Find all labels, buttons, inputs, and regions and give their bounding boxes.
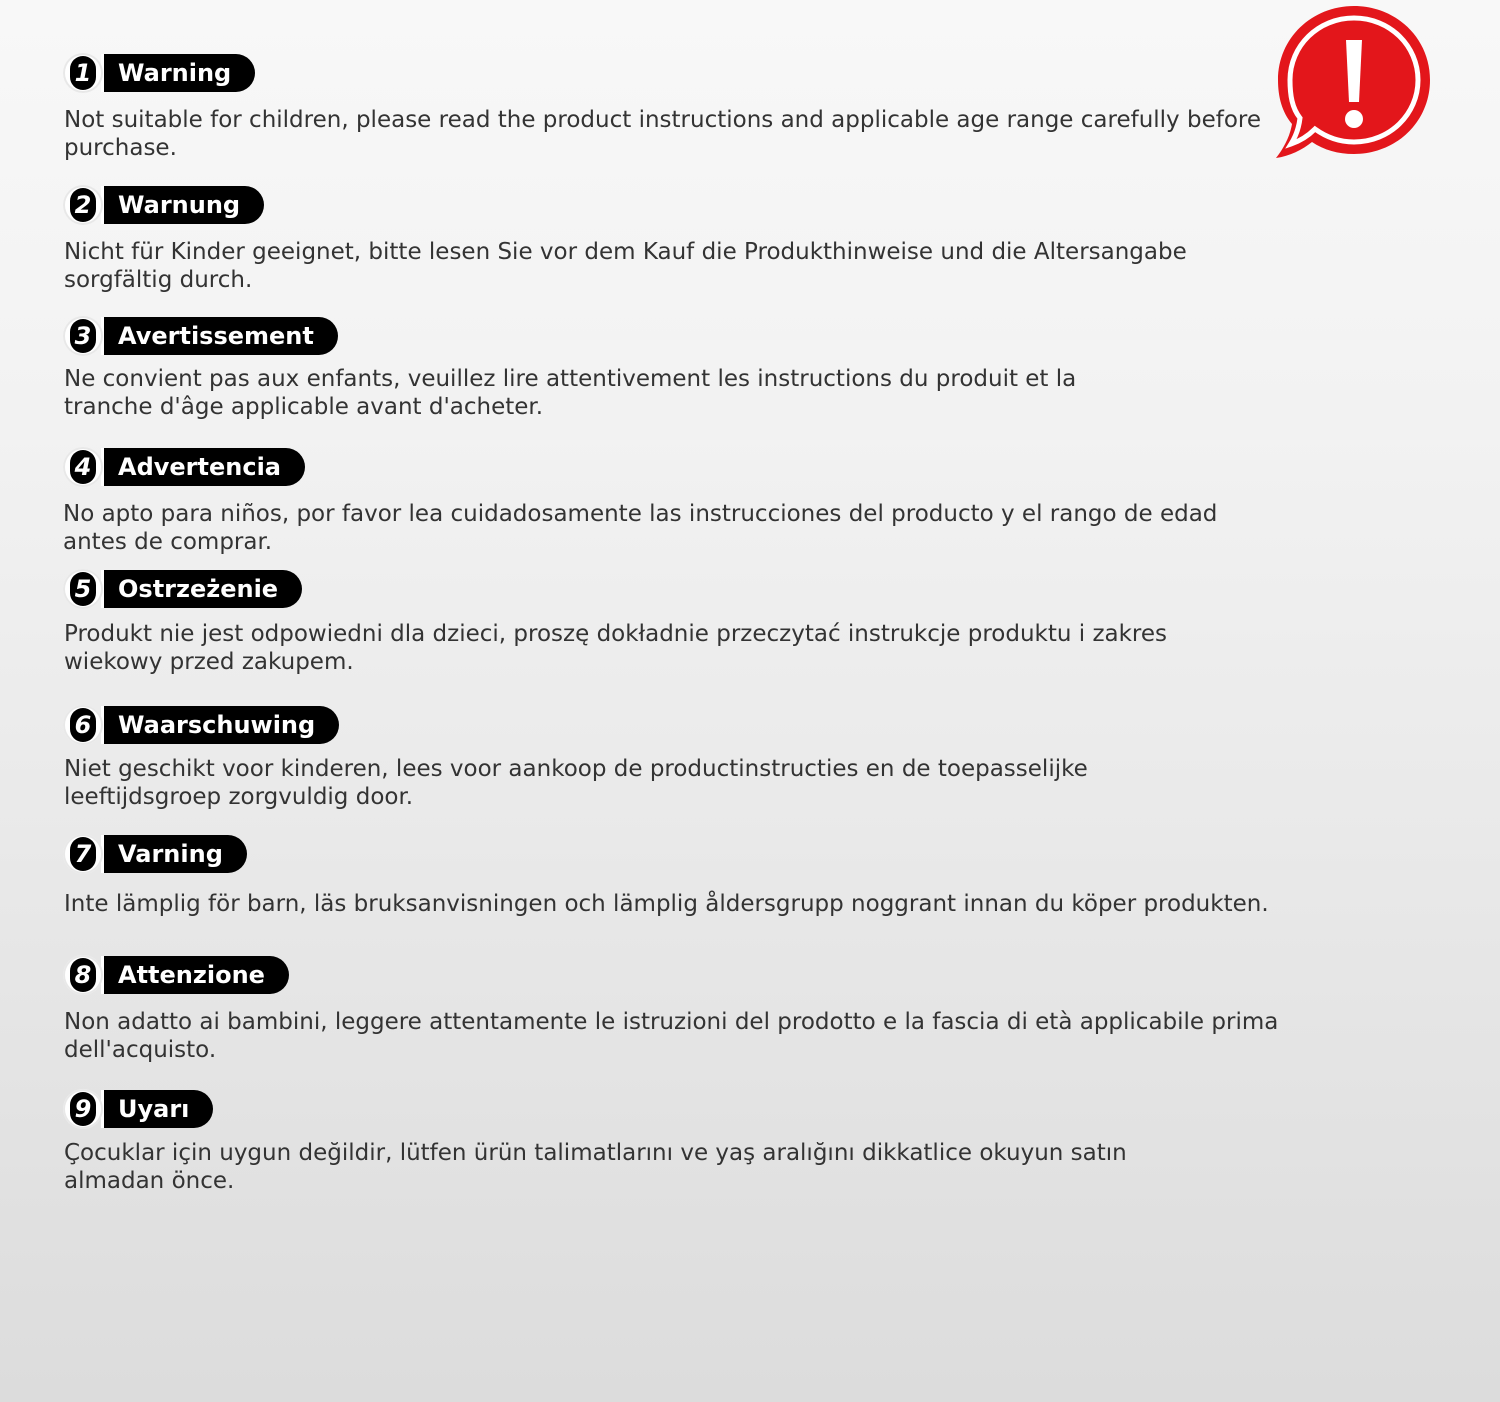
warning-title: Waarschuwing [101, 706, 339, 744]
number-icon: 7 [63, 834, 103, 874]
number-icon: 8 [63, 955, 103, 995]
warning-badge [63, 186, 264, 224]
warning-title: Varning [101, 835, 247, 873]
warning-badge [63, 956, 289, 994]
warning-text: Niet geschikt voor kinderen, lees voor aankoop de productinstructies en de toepasselijke leeftijdsgroep zorgvuldig door. [64, 756, 1088, 810]
warning-title: Warning [101, 54, 255, 92]
exclamation-bubble-icon [1272, 2, 1436, 162]
warning-text: Ne convient pas aux enfants, veuillez lire attentivement les instructions du produit et la tranche d'âge applicable avant d'acheter. [64, 366, 1077, 420]
warning-badge [63, 835, 247, 873]
number-icon: 5 [63, 569, 103, 609]
number-icon: 6 [63, 705, 103, 745]
number-icon: 2 [63, 185, 103, 225]
warning-title: Ostrzeżenie [101, 570, 302, 608]
warning-text: Not suitable for children, please read the product instructions and applicable age range carefully before purchase. [64, 107, 1261, 161]
warning-badge [63, 54, 255, 92]
warning-text: Inte lämplig för barn, läs bruksanvisningen och lämplig åldersgrupp noggrant innan du köper produkten. [64, 891, 1269, 917]
warning-badge [63, 317, 338, 355]
warning-badge [63, 570, 302, 608]
warning-text: No apto para niños, por favor lea cuidadosamente las instrucciones del producto y el rango de edad antes de comprar. [63, 501, 1218, 555]
warning-badge [63, 1090, 213, 1128]
warning-title: Avertissement [101, 317, 338, 355]
warning-text: Non adatto ai bambini, leggere attentamente le istruzioni del prodotto e la fascia di età applicabile prima dell'acquisto. [64, 1009, 1279, 1063]
warning-text: Nicht für Kinder geeignet, bitte lesen Sie vor dem Kauf die Produkthinweise und die Altersangabe sorgfältig durch. [64, 239, 1187, 293]
warning-text: Çocuklar için uygun değildir, lütfen ürün talimatlarını ve yaş aralığını dikkatlice okuyun satın almadan önce. [64, 1140, 1127, 1194]
warning-title: Warnung [101, 186, 264, 224]
warning-badge [63, 706, 339, 744]
number-icon: 1 [63, 53, 103, 93]
warning-title: Advertencia [101, 448, 305, 486]
warning-text: Produkt nie jest odpowiedni dla dzieci, proszę dokładnie przeczytać instrukcje produktu i zakres wiekowy przed zakupem. [64, 621, 1168, 675]
warning-badge [63, 448, 305, 486]
warning-title: Uyarı [101, 1090, 213, 1128]
number-icon: 3 [63, 316, 103, 356]
warning-title: Attenzione [101, 956, 289, 994]
number-icon: 4 [63, 447, 103, 487]
number-icon: 9 [63, 1089, 103, 1129]
